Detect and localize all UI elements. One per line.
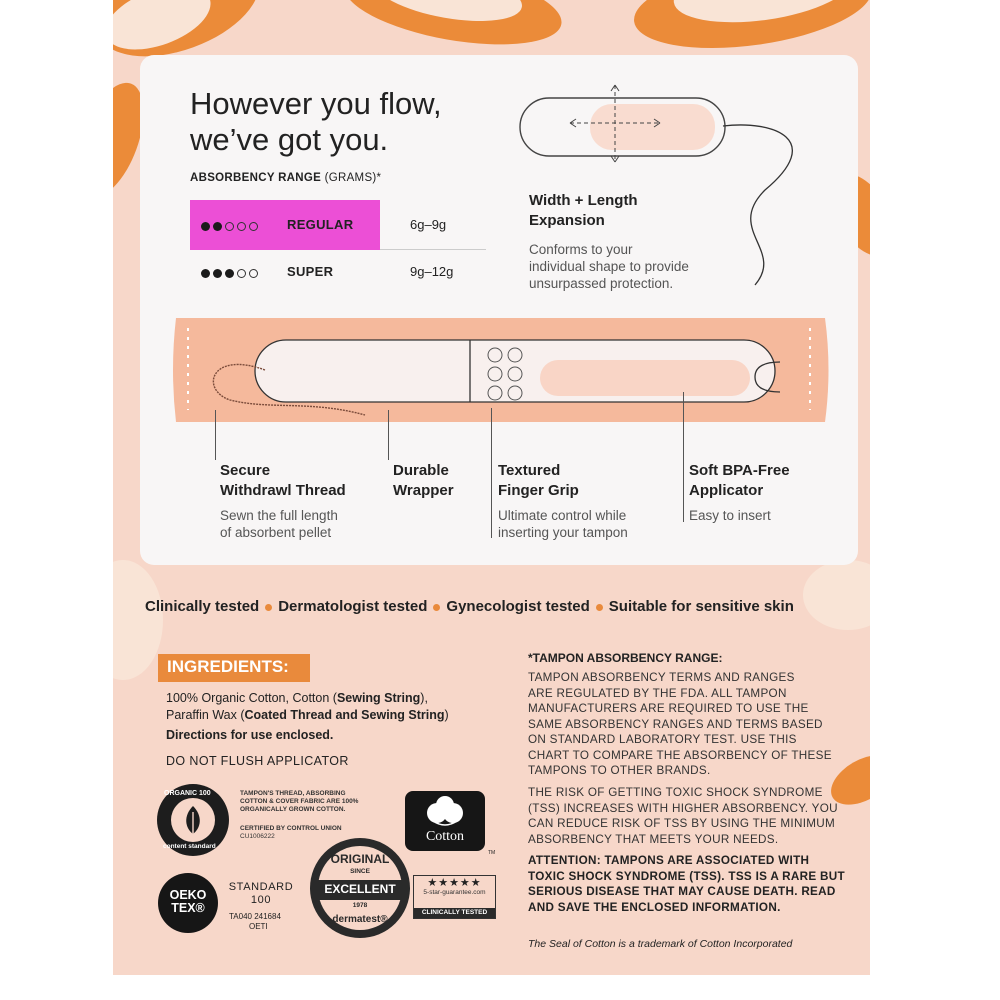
claim-clinically: Clinically tested (145, 598, 260, 615)
claim-dermatologist: Dermatologist tested (278, 598, 428, 615)
feature-thread-desc-2: of absorbent pellet (220, 525, 332, 540)
fda-paragraph-2 (528, 785, 843, 847)
dermatest-excellent: EXCELLENT (324, 882, 396, 896)
ingredients-heading: INGREDIENTS: (167, 657, 289, 676)
regular-name: REGULAR (287, 217, 354, 232)
absorbency-unit: (GRAMS)* (324, 172, 382, 184)
tex-text: TEX® (171, 901, 205, 915)
super-name: SUPER (287, 264, 334, 279)
fda-heading: *TAMPON ABSORBENCY RANGE: (528, 651, 723, 665)
feature-applicator-desc-1: Easy to insert (689, 508, 771, 523)
feature-wrapper-title-1: Durable (393, 462, 449, 479)
fda-p1-line: CHART TO COMPARE THE ABSORBENCY OF THESE (528, 748, 832, 762)
feature-wrapper-title-2: Wrapper (393, 482, 454, 499)
organic-statement: TAMPON'S THREAD, ABSORBING COTTON & COVER FABRIC ARE 100% ORGANICALLY GROWN COTTON. (240, 790, 359, 813)
flush-warning: DO NOT FLUSH APPLICATOR (166, 754, 349, 768)
fda-p1-line: ARE REGULATED BY THE FDA. ALL TAMPON (528, 686, 787, 700)
expansion-title (529, 191, 638, 231)
dermatest-original: ORIGINAL (330, 852, 390, 866)
feature-applicator-title-2: Applicator (689, 482, 764, 499)
claim-bullet (265, 604, 272, 611)
five-star-guarantee (413, 875, 496, 919)
expansion-desc-2: individual shape to provide (529, 259, 689, 274)
organic-badge-top-text: ORGANIC 100 (164, 790, 211, 797)
seal-of-cotton (405, 791, 485, 851)
expansion-description (529, 241, 689, 292)
feature-applicator-title-1: Soft BPA-Free (689, 462, 790, 479)
absorbency-range-label: ABSORBENCY RANGE (190, 172, 322, 184)
cotton-tm: TM (488, 850, 496, 856)
fda-p1-line: MANUFACTURERS ARE REQUIRED TO USE THE (528, 702, 809, 715)
directions-text: Directions for use enclosed. (166, 728, 334, 742)
thread-leader-line (215, 410, 216, 460)
expansion-title-1: Width + Length (529, 192, 638, 209)
stars-icon: ★★★★★ (427, 877, 482, 889)
expansion-title-2: Expansion (529, 212, 605, 229)
absorbency-label (190, 172, 381, 184)
feature-applicator (689, 461, 790, 524)
headline-line-2: we’ve got you. (190, 122, 389, 157)
fda-p2-line: (TSS) INCREASES WITH HIGHER ABSORBENCY. YOU (528, 801, 838, 815)
claim-sensitive-skin: Suitable for sensitive skin (608, 598, 794, 615)
dermatest-seal (310, 838, 410, 938)
wrapped-tampon-illustration (170, 310, 835, 430)
oeko-text: OEKO (169, 888, 207, 902)
feature-thread-desc-1: Sewn the full length (220, 508, 338, 523)
oeko-standard: STANDARD 100 (228, 881, 294, 906)
grip-leader-line (491, 408, 492, 538)
fda-attention (528, 853, 843, 915)
regular-range: 6g–9g (410, 217, 447, 232)
super-dots (201, 265, 261, 283)
fda-p3-line: TOXIC SHOCK SYNDROME (TSS). TSS IS A RARE BUT (528, 869, 845, 883)
claims-row (145, 598, 794, 615)
fda-p2-line: THE RISK OF GETTING TOXIC SHOCK SYNDROME (528, 786, 823, 799)
expansion-desc-3: unsurpassed protection. (529, 276, 674, 291)
ingredients-text: 100% Organic Cotton, Cotton (Sewing String), Paraffin Wax (Coated Thread and Sewing String) (166, 691, 449, 722)
fda-p1-line: TAMPONS TO OTHER BRANDS. (528, 764, 711, 777)
clinically-tested-tag: CLINICALLY TESTED (414, 908, 495, 918)
feature-grip (498, 461, 628, 541)
cotton-trademark-note: The Seal of Cotton is a trademark of Cotton Incorporated (528, 938, 793, 950)
fda-p2-line: CAN REDUCE RISK OF TSS BY USING THE MINIMUM (528, 817, 836, 830)
regular-dots (201, 218, 261, 236)
dermatest-since: SINCE (350, 868, 370, 875)
wrapper-leader-line (388, 410, 389, 460)
applicator-leader-line (683, 392, 684, 522)
claim-bullet (596, 604, 603, 611)
feature-thread-title-2: Withdrawl Thread (220, 482, 346, 499)
fda-p3-line: SERIOUS DISEASE THAT MAY CAUSE DEATH. READ (528, 885, 836, 898)
feature-grip-desc-2: inserting your tampon (498, 525, 628, 540)
feature-grip-title-2: Finger Grip (498, 482, 579, 499)
absorbency-divider (380, 249, 486, 250)
oeko-codes: TA040 241684 OETI (229, 912, 281, 931)
super-range: 9g–12g (410, 264, 454, 279)
fda-paragraph-1 (528, 670, 843, 779)
dermatest-year: 1978 (352, 902, 368, 909)
fda-p3-line: AND SAVE THE ENCLOSED INFORMATION. (528, 900, 781, 914)
feature-thread (220, 461, 346, 541)
expansion-desc-1: Conforms to your (529, 242, 633, 257)
dermatest-brand: dermatest® (332, 914, 388, 925)
fda-p1-line: TAMPON ABSORBENCY TERMS AND RANGES (528, 671, 795, 684)
feature-thread-title-1: Secure (220, 462, 271, 479)
oeko-tex-logo (158, 873, 218, 933)
fda-p3-line: ATTENTION: TAMPONS ARE ASSOCIATED WITH (528, 854, 810, 867)
cream-petal-right (803, 560, 870, 630)
claim-gynecologist: Gynecologist tested (446, 598, 590, 615)
organic-certification: CERTIFIED BY CONTROL UNION CU1006222 (240, 825, 342, 840)
headline (190, 86, 442, 158)
feature-grip-title-1: Textured (498, 462, 561, 479)
five-star-site: 5-star-guarantee.com (423, 889, 486, 896)
organic-badge-bottom-text: content standard (163, 843, 216, 850)
fda-p2-line: ABSORBENCY THAT MEETS YOUR NEEDS. (528, 832, 779, 846)
feature-grip-desc-1: Ultimate control while (498, 508, 627, 523)
cotton-seal-text: Cotton (425, 829, 465, 844)
fda-p1-line: SAME ABSORBENCY RANGES AND TERMS BASED (528, 717, 823, 731)
claim-bullet (433, 604, 440, 611)
fda-p1-line: ON STANDARD LABORATORY TEST. USE THIS (528, 733, 797, 746)
feature-wrapper (393, 461, 454, 501)
headline-line-1: However you flow, (190, 86, 442, 121)
cream-petal-left (113, 560, 163, 680)
